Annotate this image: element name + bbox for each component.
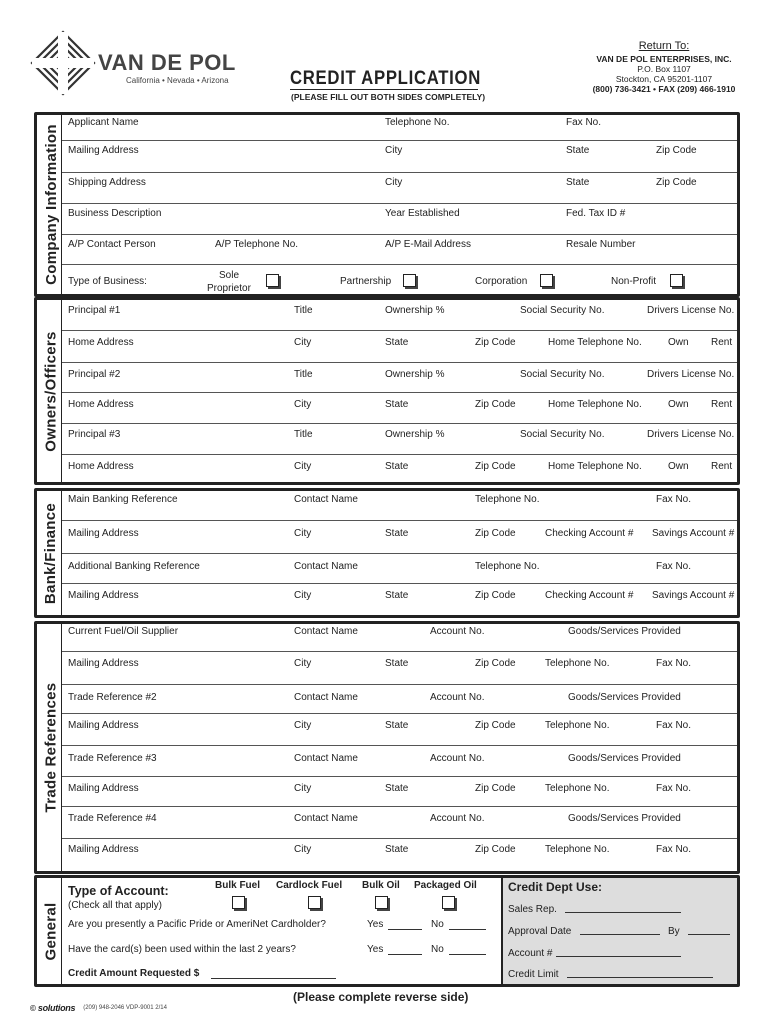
bank-1-contact[interactable]: Contact Name <box>294 494 358 505</box>
trade-ref-3-field[interactable]: Trade Reference #3 <box>68 753 157 764</box>
principal-1-home-tel[interactable]: Home Telephone No. <box>548 337 642 348</box>
return-address <box>580 40 748 94</box>
trade-3-mailing[interactable]: Mailing Address <box>68 783 139 794</box>
trade-4-state[interactable]: State <box>385 844 409 855</box>
trade-ref-2-field[interactable]: Trade Reference #2 <box>68 692 157 703</box>
type-of-account-label: Type of Account: <box>68 884 169 898</box>
telephone-field[interactable]: Telephone No. <box>385 117 450 128</box>
trade-2-account[interactable]: Account No. <box>430 692 485 703</box>
trade-4-mailing[interactable]: Mailing Address <box>68 844 139 855</box>
principal-2-zip[interactable]: Zip Code <box>475 399 516 410</box>
trade-1-zip[interactable]: Zip Code <box>475 658 516 669</box>
shipping-state-field[interactable]: State <box>566 177 590 188</box>
state-field[interactable]: State <box>566 145 590 156</box>
trade-2-fax[interactable]: Fax No. <box>656 720 692 731</box>
principal-1-home-address[interactable]: Home Address <box>68 337 134 348</box>
principal-1-field[interactable]: Principal #1 <box>68 305 121 316</box>
bank-1-telephone[interactable]: Telephone No. <box>475 494 540 505</box>
principal-1-city[interactable]: City <box>294 337 312 348</box>
nonprofit-label: Non-Profit <box>611 276 657 287</box>
logo <box>30 30 96 96</box>
city-state: Stockton, CA 95201-1107 <box>615 74 713 84</box>
main-banking-ref-field[interactable]: Main Banking Reference <box>68 494 178 505</box>
trade-2-city[interactable]: City <box>294 720 312 731</box>
ap-contact-field[interactable]: A/P Contact Person <box>68 239 156 250</box>
bank-2-telephone[interactable]: Telephone No. <box>475 561 540 572</box>
principal-2-title[interactable]: Title <box>294 369 313 380</box>
trade-ref-4-field[interactable]: Trade Reference #4 <box>68 813 157 824</box>
trade-2-zip[interactable]: Zip Code <box>475 720 516 731</box>
company-section-label: Company Information <box>42 124 60 285</box>
trade-3-zip[interactable]: Zip Code <box>475 783 516 794</box>
divider <box>62 806 737 807</box>
bank-2-mailing[interactable]: Mailing Address <box>68 590 139 601</box>
trade-3-goods[interactable]: Goods/Services Provided <box>568 753 681 764</box>
logo-text: VAN DE POL <box>98 50 236 75</box>
bulk-oil-label: Bulk Oil <box>362 880 400 891</box>
q2-yes-label: Yes <box>367 944 384 955</box>
year-established-field[interactable]: Year Established <box>385 208 460 219</box>
page-title: CREDIT APPLICATION <box>290 68 482 89</box>
trade-3-fax[interactable]: Fax No. <box>656 783 692 794</box>
trade-3-contact[interactable]: Contact Name <box>294 753 358 764</box>
principal-2-home-tel[interactable]: Home Telephone No. <box>548 399 642 410</box>
sales-rep-line[interactable] <box>565 912 681 913</box>
principal-1-rent[interactable]: Rent <box>711 337 733 348</box>
principal-2-city[interactable]: City <box>294 399 312 410</box>
divider <box>62 203 737 204</box>
form-code: (209) 948-2046 VDP-9001 2/14 <box>83 1005 167 1011</box>
business-description-field[interactable]: Business Description <box>68 208 162 219</box>
principal-1-ownership[interactable]: Ownership % <box>385 305 445 316</box>
divider <box>62 651 737 652</box>
trade-2-state[interactable]: State <box>385 720 409 731</box>
principal-3-home-tel[interactable]: Home Telephone No. <box>548 461 642 472</box>
city-field[interactable]: City <box>385 145 403 156</box>
zip-field[interactable]: Zip Code <box>656 145 697 156</box>
principal-3-field[interactable]: Principal #3 <box>68 429 121 440</box>
divider <box>62 520 737 521</box>
trade-4-fax[interactable]: Fax No. <box>656 844 692 855</box>
trade-4-contact[interactable]: Contact Name <box>294 813 358 824</box>
shipping-zip-field[interactable]: Zip Code <box>656 177 697 188</box>
principal-1-zip[interactable]: Zip Code <box>475 337 516 348</box>
check-all-label: (Check all that apply) <box>68 900 162 911</box>
divider <box>62 264 737 265</box>
principal-2-ssn[interactable]: Social Security No. <box>520 369 605 380</box>
title-underline <box>290 89 478 90</box>
mailing-address-field[interactable]: Mailing Address <box>68 145 139 156</box>
corporation-checkbox[interactable] <box>540 274 553 287</box>
bank-2-zip[interactable]: Zip Code <box>475 590 516 601</box>
copyright-icon: © <box>30 1003 36 1013</box>
page-subtitle: (PLEASE FILL OUT BOTH SIDES COMPLETELY) <box>291 92 486 102</box>
trade-1-city[interactable]: City <box>294 658 312 669</box>
bank-2-fax[interactable]: Fax No. <box>656 561 692 572</box>
bank-section-label: Bank/Finance <box>42 502 60 604</box>
trade-4-telephone[interactable]: Telephone No. <box>545 844 610 855</box>
bank-1-zip[interactable]: Zip Code <box>475 528 516 539</box>
principal-3-dl[interactable]: Drivers License No. <box>647 429 735 440</box>
principal-3-zip[interactable]: Zip Code <box>475 461 516 472</box>
principal-3-city[interactable]: City <box>294 461 312 472</box>
company-name: VAN DE POL ENTERPRISES, INC. <box>596 54 732 64</box>
return-to-label: Return To: <box>638 40 690 52</box>
principal-2-own[interactable]: Own <box>668 399 689 410</box>
trade-1-goods[interactable]: Goods/Services Provided <box>568 626 681 637</box>
account-number-line[interactable] <box>556 956 681 957</box>
logo-subtext: California • Nevada • Arizona <box>126 76 229 85</box>
packaged-oil-label: Packaged Oil <box>414 880 477 891</box>
principal-2-ownership[interactable]: Ownership % <box>385 369 445 380</box>
principal-2-rent[interactable]: Rent <box>711 399 733 410</box>
proprietor-label: Proprietor <box>207 283 251 294</box>
sales-rep-label: Sales Rep. <box>508 904 557 915</box>
corporation-label: Corporation <box>475 276 528 287</box>
principal-3-title[interactable]: Title <box>294 429 313 440</box>
ap-email-field[interactable]: A/P E-Mail Address <box>385 239 471 250</box>
principal-2-field[interactable]: Principal #2 <box>68 369 121 380</box>
divider <box>62 392 737 393</box>
divider <box>62 330 737 331</box>
shipping-city-field[interactable]: City <box>385 177 403 188</box>
divider <box>62 745 737 746</box>
trade-4-goods[interactable]: Goods/Services Provided <box>568 813 681 824</box>
fuel-supplier-field[interactable]: Current Fuel/Oil Supplier <box>68 626 179 637</box>
divider <box>62 362 737 363</box>
trade-3-account[interactable]: Account No. <box>430 753 485 764</box>
owners-section-label: Owners/Officers <box>42 330 60 452</box>
trade-1-contact[interactable]: Contact Name <box>294 626 358 637</box>
brand-text: solutions <box>37 1003 76 1013</box>
trade-2-contact[interactable]: Contact Name <box>294 692 358 703</box>
q1-no-label: No <box>431 919 444 930</box>
bank-2-city[interactable]: City <box>294 590 312 601</box>
by-line[interactable] <box>688 934 730 935</box>
credit-limit-label: Credit Limit <box>508 969 559 980</box>
bank-1-savings[interactable]: Savings Account # <box>652 528 735 539</box>
bank-1-city[interactable]: City <box>294 528 312 539</box>
principal-3-own[interactable]: Own <box>668 461 689 472</box>
divider <box>62 713 737 714</box>
principal-2-state[interactable]: State <box>385 399 409 410</box>
additional-banking-ref-field[interactable]: Additional Banking Reference <box>68 561 200 572</box>
divider <box>62 553 737 554</box>
trade-3-telephone[interactable]: Telephone No. <box>545 783 610 794</box>
principal-3-ssn[interactable]: Social Security No. <box>520 429 605 440</box>
trade-4-account[interactable]: Account No. <box>430 813 485 824</box>
principal-3-rent[interactable]: Rent <box>711 461 733 472</box>
principal-1-title[interactable]: Title <box>294 305 313 316</box>
divider <box>62 684 737 685</box>
bank-2-savings[interactable]: Savings Account # <box>652 590 735 601</box>
principal-1-ssn[interactable]: Social Security No. <box>520 305 605 316</box>
resale-number-field[interactable]: Resale Number <box>566 239 636 250</box>
q2-no-line[interactable] <box>449 954 486 955</box>
credit-limit-line[interactable] <box>567 977 713 978</box>
q2-no-label: No <box>431 944 444 955</box>
principal-2-home-address[interactable]: Home Address <box>68 399 134 410</box>
bank-2-checking[interactable]: Checking Account # <box>545 590 634 601</box>
principal-3-home-address[interactable]: Home Address <box>68 461 134 472</box>
bank-1-state[interactable]: State <box>385 528 409 539</box>
credit-dept-title: Credit Dept Use: <box>508 880 603 894</box>
principal-3-ownership[interactable]: Ownership % <box>385 429 445 440</box>
trade-3-state[interactable]: State <box>385 783 409 794</box>
trade-1-fax[interactable]: Fax No. <box>656 658 692 669</box>
card-usage-question: Have the card(s) been used within the last 2 years? <box>68 944 296 955</box>
ap-telephone-field[interactable]: A/P Telephone No. <box>215 239 299 250</box>
trade-1-mailing[interactable]: Mailing Address <box>68 658 139 669</box>
shipping-address-field[interactable]: Shipping Address <box>68 177 146 188</box>
q2-yes-line[interactable] <box>388 954 422 955</box>
cardlock-fuel-checkbox[interactable] <box>308 896 321 909</box>
trade-3-city[interactable]: City <box>294 783 312 794</box>
applicant-name-field[interactable]: Applicant Name <box>68 117 139 128</box>
principal-1-state[interactable]: State <box>385 337 409 348</box>
phone-fax: (800) 736-3421 • FAX (209) 466-1910 <box>592 84 736 94</box>
sole-proprietor-checkbox[interactable] <box>266 274 279 287</box>
trade-4-zip[interactable]: Zip Code <box>475 844 516 855</box>
account-number-label: Account # <box>508 948 553 959</box>
footer-brand <box>30 1003 167 1013</box>
trade-2-telephone[interactable]: Telephone No. <box>545 720 610 731</box>
divider <box>62 776 737 777</box>
trade-1-account[interactable]: Account No. <box>430 626 485 637</box>
bank-1-fax[interactable]: Fax No. <box>656 494 692 505</box>
bulk-fuel-checkbox[interactable] <box>232 896 245 909</box>
principal-2-dl[interactable]: Drivers License No. <box>647 369 735 380</box>
trade-1-telephone[interactable]: Telephone No. <box>545 658 610 669</box>
bulk-oil-checkbox[interactable] <box>375 896 388 909</box>
divider <box>62 583 737 584</box>
fax-field[interactable]: Fax No. <box>566 117 602 128</box>
type-of-business-label: Type of Business: <box>68 276 147 287</box>
bank-1-checking[interactable]: Checking Account # <box>545 528 634 539</box>
trade-4-city[interactable]: City <box>294 844 312 855</box>
general-section-label: General <box>42 902 60 960</box>
bulk-fuel-label: Bulk Fuel <box>215 880 261 891</box>
credit-requested-label: Credit Amount Requested $ <box>68 968 200 979</box>
bank-1-mailing[interactable]: Mailing Address <box>68 528 139 539</box>
trade-1-state[interactable]: State <box>385 658 409 669</box>
divider <box>62 454 737 455</box>
approval-date-line[interactable] <box>580 934 660 935</box>
bank-2-contact[interactable]: Contact Name <box>294 561 358 572</box>
principal-1-dl[interactable]: Drivers License No. <box>647 305 735 316</box>
trade-section-label: Trade References <box>42 682 60 813</box>
by-label: By <box>668 926 680 937</box>
fed-tax-field[interactable]: Fed. Tax ID # <box>566 208 626 219</box>
approval-date-label: Approval Date <box>508 926 572 937</box>
trade-2-goods[interactable]: Goods/Services Provided <box>568 692 681 703</box>
sole-label: Sole <box>219 270 240 281</box>
q1-no-line[interactable] <box>449 929 486 930</box>
packaged-oil-checkbox[interactable] <box>442 896 455 909</box>
trade-2-mailing[interactable]: Mailing Address <box>68 720 139 731</box>
principal-1-own[interactable]: Own <box>668 337 689 348</box>
logo-mark-icon <box>30 30 96 96</box>
q1-yes-label: Yes <box>367 919 384 930</box>
divider <box>62 838 737 839</box>
partnership-checkbox[interactable] <box>403 274 416 287</box>
partnership-label: Partnership <box>340 276 392 287</box>
divider <box>62 423 737 424</box>
cardholder-question: Are you presently a Pacific Pride or AmeriNet Cardholder? <box>68 919 326 930</box>
divider <box>62 140 737 141</box>
po-box: P.O. Box 1107 <box>637 64 691 74</box>
divider <box>62 234 737 235</box>
credit-requested-line[interactable] <box>211 978 336 979</box>
principal-3-state[interactable]: State <box>385 461 409 472</box>
q1-yes-line[interactable] <box>388 929 422 930</box>
bank-2-state[interactable]: State <box>385 590 409 601</box>
nonprofit-checkbox[interactable] <box>670 274 683 287</box>
cardlock-fuel-label: Cardlock Fuel <box>276 880 343 891</box>
divider <box>62 172 737 173</box>
owners-section <box>34 297 740 485</box>
reverse-side-note: (Please complete reverse side) <box>293 990 469 1004</box>
